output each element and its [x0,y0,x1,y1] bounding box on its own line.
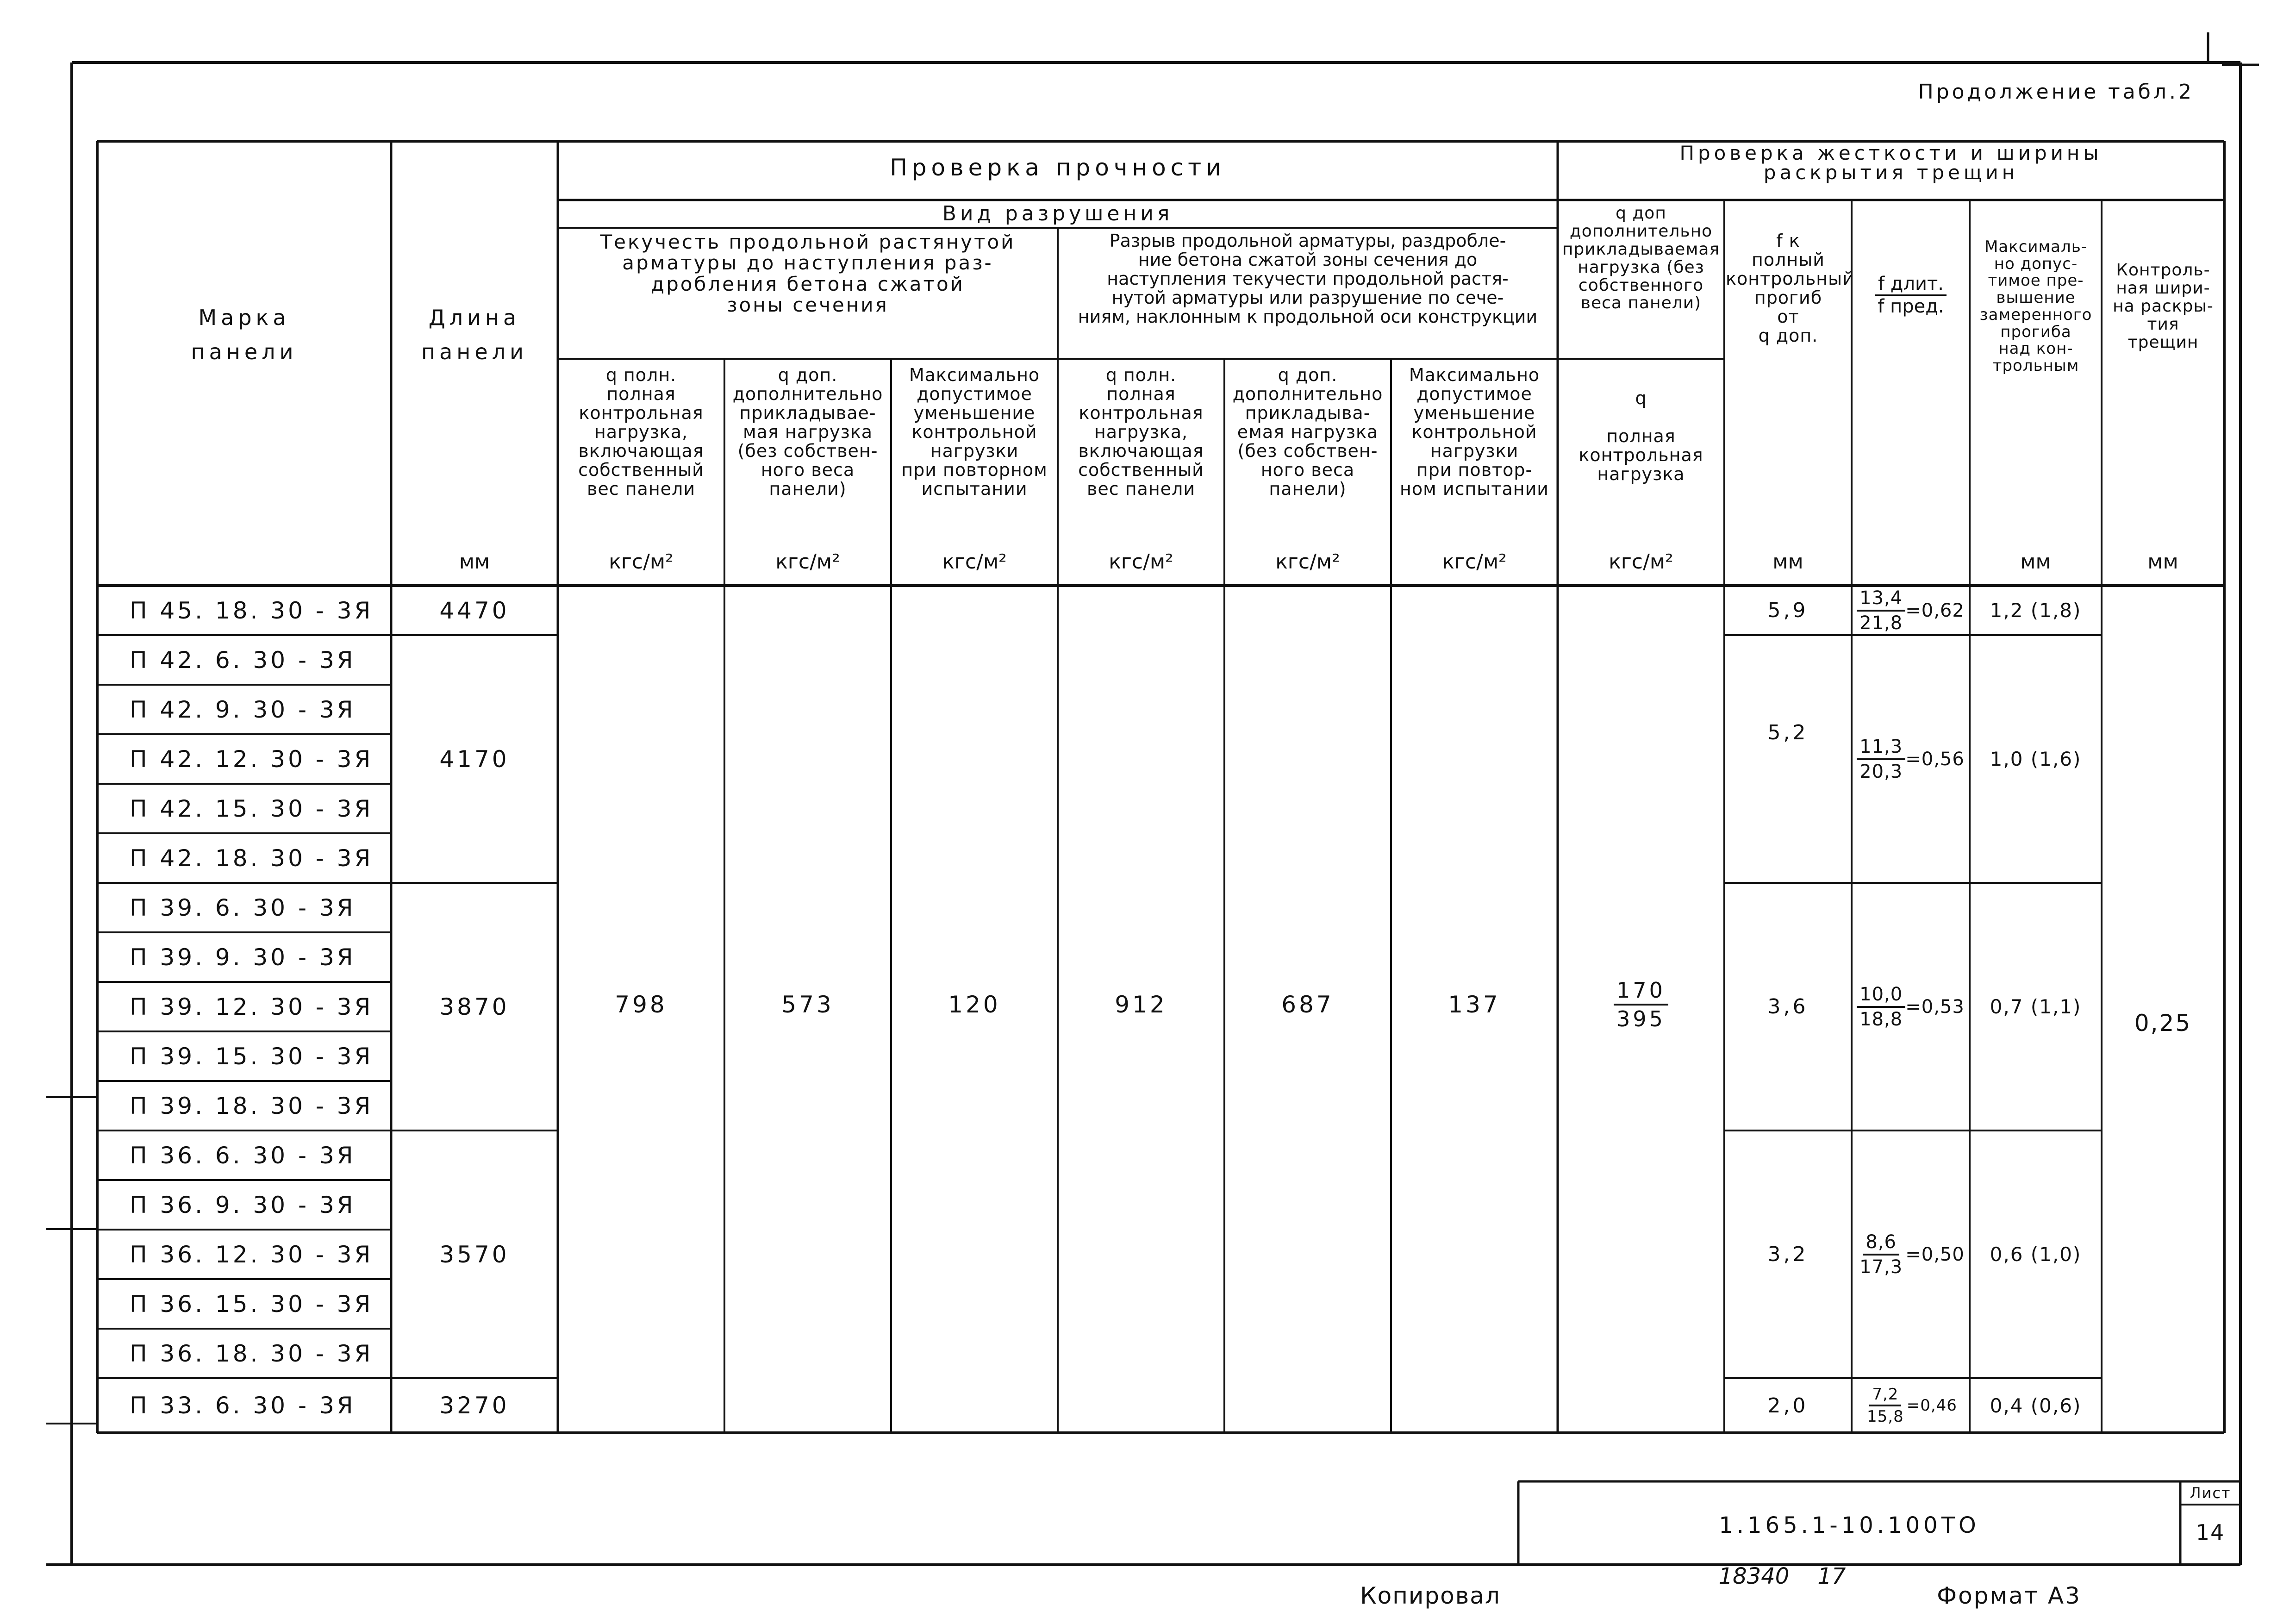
table-row-marka: П 39. 9. 30 - 3Я [130,943,356,971]
unit-q-dop-1: кгс/м² [775,550,840,574]
ratio-result: =0,56 [1905,748,1965,770]
value-max-excess: 0,6 (1,0) [1990,1243,2082,1266]
header-strength-check: Проверка прочности [890,154,1226,181]
q-dop-numerator: 170 [1614,978,1668,1006]
value-max-excess: 1,0 (1,6) [1990,748,2082,770]
header-q-dop-additional: q доп дополнительно прикладываемая нагрузка (без собственного веса панели) [1562,204,1720,313]
table-row-marka: П 36. 15. 30 - 3Я [130,1290,374,1318]
table-row-marka: П 42. 12. 30 - 3Я [130,745,374,773]
table-row-marka: П 42. 6. 30 - 3Я [130,646,356,674]
unit-max-red-2: кгс/м² [1442,550,1507,574]
panel-length: 3870 [439,993,510,1020]
unit-q-poln-2: кгс/м² [1109,550,1173,574]
ratio-numerator: 10,0 [1857,984,1905,1008]
value-max-excess: 0,7 (1,1) [1990,995,2082,1018]
header-crack-width: Контроль- ная шири- на раскры- тия трещин [2113,261,2214,352]
ratio-result: =0,46 [1906,1396,1957,1415]
panel-length: 3270 [439,1392,510,1419]
value-q-poln-1: 798 [615,991,668,1018]
value-fk: 3,2 [1767,1243,1809,1266]
subheader-q-poln-1: q полн. полная контрольная нагрузка, включающая собственный вес панели [578,365,704,500]
subheader-max-reduction-2: Максимально допустимое уменьшение контрольной нагрузки при повтор- ном испытании [1400,365,1549,500]
ratio-denominator: 20,3 [1859,761,1903,782]
table-row-marka: П 45. 18. 30 - 3Я [130,597,374,624]
table-row-marka: П 39. 6. 30 - 3Я [130,894,356,921]
unit-length: мм [459,550,490,574]
table-continuation-note: Продолжение табл.2 [1918,80,2194,104]
value-crack-width: 0,25 [2134,1010,2192,1037]
value-fk: 3,6 [1767,995,1809,1018]
footer-handwritten-number: 18340 17 [1718,1563,1846,1589]
table-row-marka: П 36. 6. 30 - 3Я [130,1142,356,1169]
value-fk: 5,9 [1767,599,1809,622]
value-f-ratio [1852,1131,1970,1378]
unit-max-excess: мм [2020,550,2051,574]
ratio-denominator: 18,8 [1859,1008,1903,1030]
subheader-q-dop-1: q доп. дополнительно прикладывае- мая нагрузка (без собствен- ного веса панели) [732,365,883,500]
value-q-dop-1: 573 [781,991,834,1018]
sheet-label: Лист [2190,1484,2231,1502]
table-row-marka: П 39. 18. 30 - 3Я [130,1092,374,1119]
panel-length: 4170 [439,745,510,773]
table-row-marka: П 36. 9. 30 - 3Я [130,1191,356,1218]
ratio-numerator: 11,3 [1857,736,1905,760]
value-f-ratio [1852,635,1970,883]
value-max-excess: 0,4 (0,6) [1990,1394,2082,1417]
value-f-ratio [1852,1378,1970,1433]
table-row-marka: П 39. 15. 30 - 3Я [130,1043,374,1070]
header-q-full-control: q полная контрольная нагрузка [1578,388,1703,485]
value-max-reduction-2: 137 [1448,991,1501,1018]
value-f-ratio [1852,586,1970,635]
header-failure-group-1: Текучесть продольной растянутой арматуры до наступления раз- дробления бетона сжатой зоны сечения [600,231,1016,317]
ratio-numerator: 8,6 [1863,1231,1899,1255]
header-f-ratio [1853,273,1969,317]
value-max-reduction-1: 120 [948,991,1001,1018]
ratio-denominator: 15,8 [1867,1407,1904,1426]
document-code: 1.165.1-10.100ТО [1719,1512,1980,1538]
unit-fk: мм [1772,550,1803,574]
header-failure-type: Вид разрушения [942,202,1173,225]
table-row-marka: П 33. 6. 30 - 3Я [130,1392,356,1419]
ratio-result: =0,53 [1905,996,1965,1018]
table-row-marka: П 42. 18. 30 - 3Я [130,844,374,872]
unit-q-dop-2: кгс/м² [1275,550,1340,574]
ratio-denominator: 21,8 [1859,612,1903,634]
ratio-result: =0,50 [1905,1243,1965,1265]
header-f-dlit: f длит. [1875,273,1947,296]
value-fk: 5,2 [1767,720,1809,744]
header-stiffness-check: Проверка жесткости и ширины раскрытия трещин [1679,142,2103,184]
unit-max-red-1: кгс/м² [942,550,1007,574]
header-f-pred: f пред. [1878,296,1944,317]
value-q-dop-fraction [1558,972,1724,1037]
panel-length: 4470 [439,597,510,624]
value-q-dop-2: 687 [1281,991,1334,1018]
ratio-denominator: 17,3 [1859,1256,1903,1278]
unit-q-poln-1: кгс/м² [609,550,674,574]
value-fk: 2,0 [1767,1393,1809,1418]
header-fk: f к полный контрольный прогиб от q доп. [1726,231,1854,346]
table-row-marka: П 42. 9. 30 - 3Я [130,696,356,723]
unit-q-dop-full: кгс/м² [1609,550,1673,574]
panel-length: 3570 [439,1241,510,1268]
table-row-marka: П 36. 12. 30 - 3Я [130,1241,374,1268]
value-q-poln-2: 912 [1115,991,1167,1018]
table-row-marka: П 42. 15. 30 - 3Я [130,795,374,822]
header-marka: Марка панели [191,305,298,364]
ratio-numerator: 7,2 [1869,1385,1901,1406]
subheader-q-dop-2: q доп. дополнительно прикладыва- емая нагрузка (без собствен- ного веса панели) [1232,365,1383,500]
sheet-number: 14 [2196,1520,2225,1545]
q-dop-denominator: 395 [1616,1006,1666,1031]
header-failure-group-2: Разрыв продольной арматуры, раздробле- ние бетона сжатой зоны сечения до наступления текучести продольной растя- нутой арматуры или разрушение по сече- ниям, наклонным к продольной оси конструкции [1078,231,1538,327]
ratio-result: =0,62 [1905,600,1965,621]
header-dlina: Длина панели [421,305,528,364]
footer-format: Формат А3 [1937,1582,2081,1609]
subheader-max-reduction-1: Максимально допустимое уменьшение контрольной нагрузки при повторном испытании [901,365,1048,500]
header-max-excess: Максималь- но допус- тимое пре- вышение замеренного прогиба над кон- трольным [1979,237,2092,375]
subheader-q-poln-2: q полн. полная контрольная нагрузка, включающая собственный вес панели [1078,365,1204,500]
table-row-marka: П 39. 12. 30 - 3Я [130,993,374,1020]
table-row-marka: П 36. 18. 30 - 3Я [130,1340,374,1367]
footer-copied-by: Копировал [1360,1582,1501,1609]
value-max-excess: 1,2 (1,8) [1990,599,2082,622]
value-f-ratio [1852,883,1970,1131]
unit-crack: мм [2147,550,2178,574]
ratio-numerator: 13,4 [1857,587,1905,612]
